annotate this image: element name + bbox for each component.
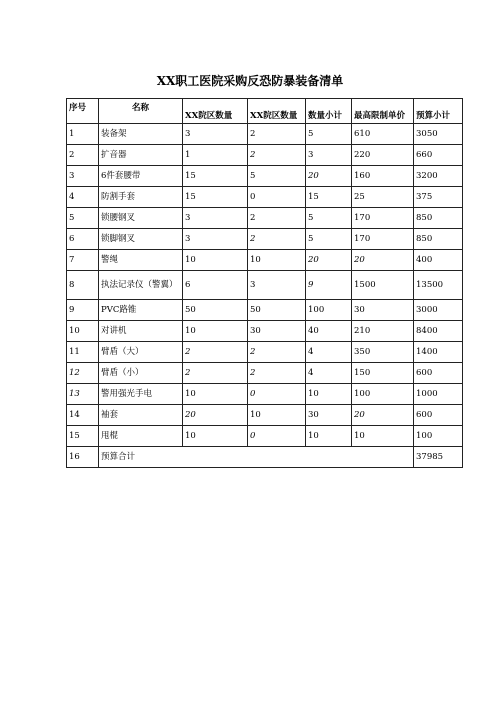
cell-qty-subtotal: 100 [306, 300, 352, 321]
cell-budget-subtotal: 8400 [414, 321, 463, 342]
header-budget-subtotal: 预算小计 [414, 99, 463, 124]
total-index: 16 [67, 447, 99, 468]
header-name: 名称 [99, 99, 183, 124]
cell-name: 警绳 [99, 250, 183, 271]
cell-max-unit-price: 10 [352, 426, 414, 447]
cell-qty-campus-b: 3 [248, 271, 306, 300]
header-qty-subtotal: 数量小计 [306, 99, 352, 124]
cell-name: 防割手套 [99, 187, 183, 208]
cell-index: 7 [67, 250, 99, 271]
table-row [67, 342, 463, 363]
cell-qty-campus-b: 2 [248, 208, 306, 229]
cell-budget-subtotal: 3200 [414, 166, 463, 187]
cell-qty-campus-b: 2 [248, 363, 306, 384]
cell-qty-campus-a: 3 [183, 208, 248, 229]
total-value: 37985 [414, 447, 463, 468]
cell-qty-campus-b: 2 [248, 342, 306, 363]
cell-qty-campus-a: 10 [183, 250, 248, 271]
table-row [67, 208, 463, 229]
cell-qty-subtotal: 4 [306, 363, 352, 384]
cell-budget-subtotal: 1000 [414, 384, 463, 405]
cell-budget-subtotal: 600 [414, 405, 463, 426]
cell-qty-subtotal: 9 [306, 271, 352, 300]
cell-qty-campus-a: 1 [183, 145, 248, 166]
cell-qty-campus-b: 10 [248, 405, 306, 426]
cell-qty-subtotal: 15 [306, 187, 352, 208]
cell-name: 袖套 [99, 405, 183, 426]
cell-qty-campus-a: 20 [183, 405, 248, 426]
cell-index: 2 [67, 145, 99, 166]
cell-budget-subtotal: 3000 [414, 300, 463, 321]
cell-index: 11 [67, 342, 99, 363]
cell-index: 4 [67, 187, 99, 208]
cell-qty-subtotal: 40 [306, 321, 352, 342]
cell-max-unit-price: 210 [352, 321, 414, 342]
document-title: XX职工医院采购反恐防暴装备清单 [156, 74, 344, 88]
cell-max-unit-price: 350 [352, 342, 414, 363]
table-row [67, 187, 463, 208]
cell-qty-campus-a: 15 [183, 166, 248, 187]
cell-qty-subtotal: 4 [306, 342, 352, 363]
cell-index: 6 [67, 229, 99, 250]
table-header-row [67, 99, 463, 124]
cell-name: 臂盾（小） [99, 363, 183, 384]
cell-index: 5 [67, 208, 99, 229]
cell-qty-campus-a: 10 [183, 321, 248, 342]
cell-index: 14 [67, 405, 99, 426]
cell-qty-campus-a: 10 [183, 426, 248, 447]
cell-qty-campus-b: 0 [248, 426, 306, 447]
cell-qty-campus-b: 0 [248, 187, 306, 208]
cell-qty-subtotal: 5 [306, 124, 352, 145]
header-index: 序号 [67, 99, 99, 124]
cell-max-unit-price: 100 [352, 384, 414, 405]
cell-qty-campus-a: 2 [183, 363, 248, 384]
table-row [67, 124, 463, 145]
cell-max-unit-price: 170 [352, 229, 414, 250]
header-qty-campus-a: XX院区数量 [183, 99, 248, 124]
table-row [67, 250, 463, 271]
cell-index: 9 [67, 300, 99, 321]
cell-qty-subtotal: 5 [306, 229, 352, 250]
cell-qty-subtotal: 20 [306, 250, 352, 271]
cell-budget-subtotal: 3050 [414, 124, 463, 145]
cell-budget-subtotal: 375 [414, 187, 463, 208]
cell-qty-campus-a: 15 [183, 187, 248, 208]
cell-max-unit-price: 20 [352, 250, 414, 271]
cell-budget-subtotal: 660 [414, 145, 463, 166]
cell-name: 装备架 [99, 124, 183, 145]
cell-qty-campus-b: 30 [248, 321, 306, 342]
cell-qty-campus-b: 2 [248, 229, 306, 250]
header-qty-campus-b: XX院区数量 [248, 99, 306, 124]
cell-index: 13 [67, 384, 99, 405]
table-row [67, 229, 463, 250]
cell-name: 警用强光手电 [99, 384, 183, 405]
cell-qty-campus-a: 50 [183, 300, 248, 321]
cell-name: 锁脚钢叉 [99, 229, 183, 250]
table-row [67, 300, 463, 321]
table-row [67, 145, 463, 166]
cell-max-unit-price: 170 [352, 208, 414, 229]
cell-index: 3 [67, 166, 99, 187]
cell-max-unit-price: 25 [352, 187, 414, 208]
cell-qty-campus-a: 3 [183, 229, 248, 250]
cell-max-unit-price: 1500 [352, 271, 414, 300]
cell-max-unit-price: 610 [352, 124, 414, 145]
cell-name: PVC路锥 [99, 300, 183, 321]
cell-qty-subtotal: 3 [306, 145, 352, 166]
cell-budget-subtotal: 1400 [414, 342, 463, 363]
cell-name: 臂盾（大） [99, 342, 183, 363]
cell-name: 对讲机 [99, 321, 183, 342]
cell-qty-campus-a: 10 [183, 384, 248, 405]
cell-qty-campus-b: 50 [248, 300, 306, 321]
cell-qty-campus-a: 2 [183, 342, 248, 363]
cell-name: 锁腰钢叉 [99, 208, 183, 229]
table-row [67, 405, 463, 426]
cell-budget-subtotal: 100 [414, 426, 463, 447]
cell-qty-campus-a: 6 [183, 271, 248, 300]
cell-qty-campus-b: 10 [248, 250, 306, 271]
total-row [67, 447, 463, 468]
cell-name: 扩音器 [99, 145, 183, 166]
cell-index: 10 [67, 321, 99, 342]
cell-max-unit-price: 20 [352, 405, 414, 426]
table-row [67, 426, 463, 447]
cell-qty-campus-b: 2 [248, 124, 306, 145]
cell-budget-subtotal: 400 [414, 250, 463, 271]
cell-budget-subtotal: 13500 [414, 271, 463, 300]
cell-index: 8 [67, 271, 99, 300]
table-row [67, 321, 463, 342]
table-body [67, 124, 463, 447]
cell-budget-subtotal: 850 [414, 229, 463, 250]
total-label: 预算合计 [99, 447, 414, 468]
cell-qty-subtotal: 10 [306, 426, 352, 447]
cell-budget-subtotal: 600 [414, 363, 463, 384]
cell-qty-campus-b: 0 [248, 384, 306, 405]
cell-qty-subtotal: 10 [306, 384, 352, 405]
cell-qty-campus-b: 2 [248, 145, 306, 166]
table-row [67, 363, 463, 384]
cell-qty-campus-b: 5 [248, 166, 306, 187]
table-row [67, 384, 463, 405]
cell-name: 6件套腰带 [99, 166, 183, 187]
cell-max-unit-price: 160 [352, 166, 414, 187]
cell-name: 执法记录仪（警翼） [99, 271, 183, 300]
cell-max-unit-price: 220 [352, 145, 414, 166]
cell-max-unit-price: 30 [352, 300, 414, 321]
cell-index: 12 [67, 363, 99, 384]
cell-qty-subtotal: 5 [306, 208, 352, 229]
table-row [67, 271, 463, 300]
table-row [67, 166, 463, 187]
cell-qty-subtotal: 30 [306, 405, 352, 426]
cell-qty-subtotal: 20 [306, 166, 352, 187]
cell-budget-subtotal: 850 [414, 208, 463, 229]
cell-qty-campus-a: 3 [183, 124, 248, 145]
equipment-table [66, 98, 463, 468]
cell-index: 15 [67, 426, 99, 447]
cell-name: 甩棍 [99, 426, 183, 447]
header-max-unit-price: 最高限制单价 [352, 99, 414, 124]
cell-index: 1 [67, 124, 99, 145]
cell-max-unit-price: 150 [352, 363, 414, 384]
